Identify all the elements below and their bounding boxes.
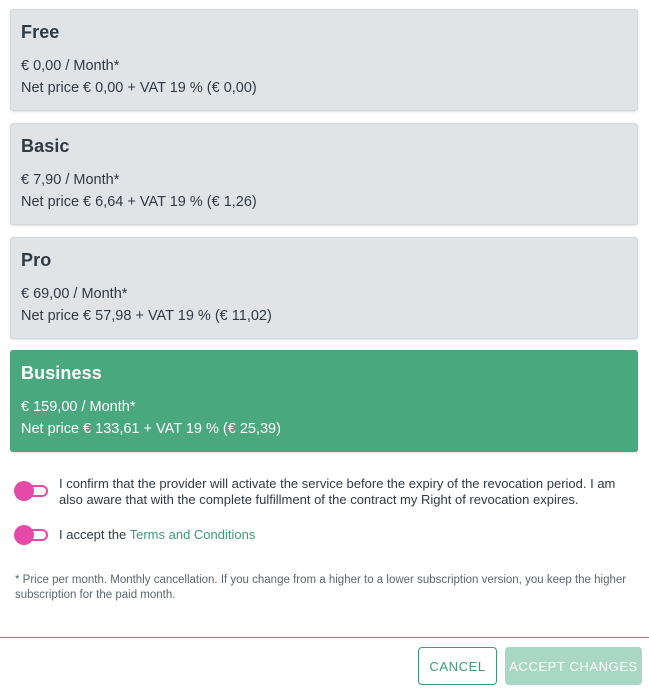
accept-changes-button[interactable]: ACCEPT CHANGES xyxy=(505,647,642,685)
plan-pro-card[interactable] xyxy=(10,237,638,339)
plan-business-card[interactable] xyxy=(10,350,638,452)
plan-name: Pro xyxy=(21,250,52,270)
terms-accept-toggle[interactable] xyxy=(14,527,50,543)
revocation-confirm-label: I confirm that the provider will activate the service before the expiry of the revocation period. I am also aware that with the complete fulfillment of the contract my Right of revocation expires. xyxy=(59,476,616,507)
revocation-confirm-toggle[interactable] xyxy=(14,483,50,499)
plan-monthly-price: € 69,00 / Month* xyxy=(21,286,128,302)
plan-name: Business xyxy=(21,363,102,383)
plan-monthly-price: € 159,00 / Month* xyxy=(21,399,136,415)
plan-free-card[interactable] xyxy=(10,9,638,111)
price-footnote: * Price per month. Monthly cancellation. If you change from a higher to a lower subscription version, you keep the higher subscription for the paid month. xyxy=(15,574,627,601)
plan-basic-card[interactable] xyxy=(10,123,638,225)
revocation-confirm-row xyxy=(14,476,634,510)
plan-name: Free xyxy=(21,22,60,42)
footer-divider xyxy=(0,637,649,638)
terms-prefix: I accept the xyxy=(59,527,127,542)
plan-monthly-price: € 7,90 / Month* xyxy=(21,172,120,188)
plan-net-price: Net price € 57,98 + VAT 19 % (€ 11,02) xyxy=(21,308,272,324)
terms-accept-row xyxy=(14,527,634,543)
toggle-knob xyxy=(14,481,34,501)
plan-net-price: Net price € 0,00 + VAT 19 % (€ 0,00) xyxy=(21,80,257,96)
plan-name: Basic xyxy=(21,136,70,156)
cancel-button[interactable]: CANCEL xyxy=(418,647,497,685)
terms-accept-label xyxy=(59,527,634,543)
plan-net-price: Net price € 133,61 + VAT 19 % (€ 25,39) xyxy=(21,421,281,437)
toggle-knob xyxy=(14,525,34,545)
plan-net-price: Net price € 6,64 + VAT 19 % (€ 1,26) xyxy=(21,194,257,210)
plan-monthly-price: € 0,00 / Month* xyxy=(21,58,120,74)
terms-link[interactable]: Terms and Conditions xyxy=(129,527,256,542)
